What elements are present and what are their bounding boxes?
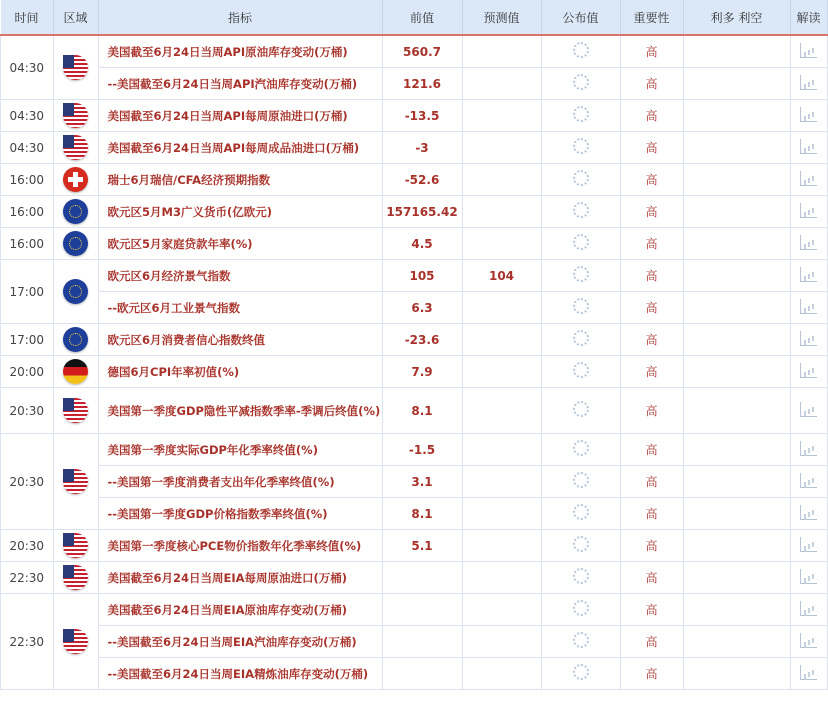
importance-value: 高 [620, 594, 683, 626]
bull-bear-cell [683, 35, 790, 68]
forecast-value [462, 35, 541, 68]
event-time: 04:30 [1, 100, 54, 132]
event-time: 17:00 [1, 324, 54, 356]
bull-bear-cell [683, 466, 790, 498]
chart-icon [800, 267, 817, 282]
indicator-link[interactable]: 美国第一季度GDP隐性平减指数季率-季调后终值(%) [98, 388, 382, 434]
chart-icon [800, 331, 817, 346]
forecast-value [462, 228, 541, 260]
chart-icon [800, 235, 817, 250]
actual-value [541, 196, 620, 228]
actual-value [541, 324, 620, 356]
importance-value: 高 [620, 530, 683, 562]
event-time: 16:00 [1, 164, 54, 196]
previous-value: -13.5 [382, 100, 462, 132]
indicator-link[interactable]: 美国截至6月24日当周EIA原油库存变动(万桶) [98, 594, 382, 626]
importance-value: 高 [620, 658, 683, 690]
chart-icon [800, 505, 817, 520]
actual-value [541, 132, 620, 164]
bull-bear-cell [683, 498, 790, 530]
forecast-value [462, 132, 541, 164]
previous-value [382, 658, 462, 690]
event-time: 22:30 [1, 562, 54, 594]
loading-spinner-icon [573, 106, 589, 122]
analysis-button[interactable] [790, 164, 827, 196]
forecast-value [462, 466, 541, 498]
indicator-link[interactable]: 美国截至6月24日当周API每周原油进口(万桶) [98, 100, 382, 132]
analysis-button[interactable] [790, 228, 827, 260]
importance-value: 高 [620, 68, 683, 100]
table-row [1, 260, 828, 292]
event-time: 16:00 [1, 196, 54, 228]
loading-spinner-icon [573, 536, 589, 552]
forecast-value [462, 68, 541, 100]
table-row [1, 434, 828, 466]
chart-icon [800, 107, 817, 122]
actual-value [541, 68, 620, 100]
analysis-button[interactable] [790, 35, 827, 68]
bull-bear-cell [683, 228, 790, 260]
table-row [1, 324, 828, 356]
analysis-button[interactable] [790, 562, 827, 594]
germany-flag-icon [63, 359, 88, 384]
importance-value: 高 [620, 498, 683, 530]
previous-value: -52.6 [382, 164, 462, 196]
forecast-value [462, 434, 541, 466]
chart-icon [800, 43, 817, 58]
chart-icon [800, 203, 817, 218]
analysis-button[interactable] [790, 530, 827, 562]
previous-value [382, 562, 462, 594]
chart-icon [800, 75, 817, 90]
region-cell [53, 530, 98, 562]
table-row [1, 388, 828, 434]
analysis-button[interactable] [790, 594, 827, 626]
importance-value: 高 [620, 260, 683, 292]
actual-value [541, 562, 620, 594]
chart-icon [800, 633, 817, 648]
table-row [1, 35, 828, 68]
previous-value: 4.5 [382, 228, 462, 260]
indicator-link[interactable]: --美国第一季度GDP价格指数季率终值(%) [98, 498, 382, 530]
indicator-link[interactable]: 美国截至6月24日当周EIA每周原油进口(万桶) [98, 562, 382, 594]
loading-spinner-icon [573, 138, 589, 154]
region-cell [53, 228, 98, 260]
region-cell [53, 35, 98, 100]
previous-value: 5.1 [382, 530, 462, 562]
previous-value: -1.5 [382, 434, 462, 466]
actual-value [541, 35, 620, 68]
loading-spinner-icon [573, 42, 589, 58]
importance-value: 高 [620, 100, 683, 132]
header-time: 时间 [1, 0, 54, 35]
chart-icon [800, 665, 817, 680]
loading-spinner-icon [573, 266, 589, 282]
actual-value [541, 356, 620, 388]
bull-bear-cell [683, 658, 790, 690]
loading-spinner-icon [573, 170, 589, 186]
indicator-link[interactable]: --美国第一季度消费者支出年化季率终值(%) [98, 466, 382, 498]
importance-value: 高 [620, 626, 683, 658]
bull-bear-cell [683, 100, 790, 132]
chart-icon [800, 139, 817, 154]
event-time: 20:30 [1, 530, 54, 562]
chart-icon [800, 441, 817, 456]
loading-spinner-icon [573, 202, 589, 218]
chart-icon [800, 569, 817, 584]
forecast-value [462, 658, 541, 690]
forecast-value [462, 100, 541, 132]
region-cell [53, 388, 98, 434]
event-time: 22:30 [1, 594, 54, 690]
table-row [1, 658, 828, 690]
header-region: 区域 [53, 0, 98, 35]
loading-spinner-icon [573, 504, 589, 520]
bull-bear-cell [683, 292, 790, 324]
region-cell [53, 100, 98, 132]
forecast-value [462, 324, 541, 356]
us-flag-icon [63, 398, 88, 423]
forecast-value: 104 [462, 260, 541, 292]
bull-bear-cell [683, 388, 790, 434]
previous-value: 157165.42 [382, 196, 462, 228]
importance-value: 高 [620, 434, 683, 466]
loading-spinner-icon [573, 664, 589, 680]
previous-value: 3.1 [382, 466, 462, 498]
importance-value: 高 [620, 388, 683, 434]
previous-value: -3 [382, 132, 462, 164]
table-row [1, 100, 828, 132]
forecast-value [462, 164, 541, 196]
previous-value: 121.6 [382, 68, 462, 100]
bull-bear-cell [683, 260, 790, 292]
us-flag-icon [63, 135, 88, 160]
event-time: 17:00 [1, 260, 54, 324]
event-time: 20:00 [1, 356, 54, 388]
table-row [1, 68, 828, 100]
header-actual: 公布值 [541, 0, 620, 35]
region-cell [53, 196, 98, 228]
analysis-button[interactable] [790, 434, 827, 466]
region-cell [53, 164, 98, 196]
table-row [1, 498, 828, 530]
loading-spinner-icon [573, 362, 589, 378]
bull-bear-cell [683, 434, 790, 466]
previous-value: 560.7 [382, 35, 462, 68]
analysis-button[interactable] [790, 100, 827, 132]
loading-spinner-icon [573, 632, 589, 648]
previous-value: 8.1 [382, 388, 462, 434]
indicator-link[interactable]: 美国截至6月24日当周API原油库存变动(万桶) [98, 35, 382, 68]
importance-value: 高 [620, 35, 683, 68]
forecast-value [462, 292, 541, 324]
forecast-value [462, 562, 541, 594]
analysis-button[interactable] [790, 324, 827, 356]
actual-value [541, 498, 620, 530]
eu-flag-icon [63, 231, 88, 256]
loading-spinner-icon [573, 298, 589, 314]
analysis-button[interactable] [790, 466, 827, 498]
table-row [1, 292, 828, 324]
analysis-button[interactable] [790, 356, 827, 388]
event-time: 20:30 [1, 388, 54, 434]
indicator-link[interactable]: --美国截至6月24日当周EIA精炼油库存变动(万桶) [98, 658, 382, 690]
bull-bear-cell [683, 68, 790, 100]
event-time: 04:30 [1, 35, 54, 100]
analysis-button[interactable] [790, 658, 827, 690]
region-cell [53, 434, 98, 530]
indicator-link[interactable]: 欧元区6月经济景气指数 [98, 260, 382, 292]
header-bull-bear: 利多 利空 [683, 0, 790, 35]
us-flag-icon [63, 565, 88, 590]
actual-value [541, 466, 620, 498]
loading-spinner-icon [573, 330, 589, 346]
region-cell [53, 324, 98, 356]
indicator-link[interactable]: 瑞士6月瑞信/CFA经济预期指数 [98, 164, 382, 196]
previous-value [382, 626, 462, 658]
chart-icon [800, 402, 817, 417]
actual-value [541, 260, 620, 292]
analysis-button[interactable] [790, 132, 827, 164]
loading-spinner-icon [573, 472, 589, 488]
bull-bear-cell [683, 132, 790, 164]
forecast-value [462, 498, 541, 530]
event-time: 04:30 [1, 132, 54, 164]
eu-flag-icon [63, 327, 88, 352]
indicator-link[interactable]: 欧元区5月M3广义货币(亿欧元) [98, 196, 382, 228]
analysis-button[interactable] [790, 292, 827, 324]
bull-bear-cell [683, 164, 790, 196]
eu-flag-icon [63, 199, 88, 224]
previous-value [382, 594, 462, 626]
actual-value [541, 228, 620, 260]
table-row [1, 164, 828, 196]
actual-value [541, 434, 620, 466]
loading-spinner-icon [573, 568, 589, 584]
us-flag-icon [63, 533, 88, 558]
chart-icon [800, 299, 817, 314]
bull-bear-cell [683, 562, 790, 594]
importance-value: 高 [620, 292, 683, 324]
region-cell [53, 132, 98, 164]
us-flag-icon [63, 469, 88, 494]
forecast-value [462, 530, 541, 562]
actual-value [541, 658, 620, 690]
indicator-link[interactable]: 美国截至6月24日当周API每周成品油进口(万桶) [98, 132, 382, 164]
header-importance: 重要性 [620, 0, 683, 35]
importance-value: 高 [620, 356, 683, 388]
analysis-button[interactable] [790, 68, 827, 100]
chart-icon [800, 537, 817, 552]
importance-value: 高 [620, 324, 683, 356]
bull-bear-cell [683, 626, 790, 658]
importance-value: 高 [620, 466, 683, 498]
region-cell [53, 260, 98, 324]
previous-value: 8.1 [382, 498, 462, 530]
table-row [1, 196, 828, 228]
table-row [1, 228, 828, 260]
indicator-link[interactable]: 德国6月CPI年率初值(%) [98, 356, 382, 388]
table-row [1, 594, 828, 626]
region-cell [53, 356, 98, 388]
header-indicator: 指标 [98, 0, 382, 35]
indicator-link[interactable]: 美国第一季度核心PCE物价指数年化季率终值(%) [98, 530, 382, 562]
previous-value: 6.3 [382, 292, 462, 324]
previous-value: 7.9 [382, 356, 462, 388]
switzerland-flag-icon [63, 167, 88, 192]
bull-bear-cell [683, 594, 790, 626]
bull-bear-cell [683, 356, 790, 388]
loading-spinner-icon [573, 600, 589, 616]
indicator-link[interactable]: --欧元区6月工业景气指数 [98, 292, 382, 324]
actual-value [541, 530, 620, 562]
table-row [1, 466, 828, 498]
region-cell [53, 594, 98, 690]
table-row [1, 530, 828, 562]
eu-flag-icon [63, 279, 88, 304]
event-time: 20:30 [1, 434, 54, 530]
header-previous: 前值 [382, 0, 462, 35]
header-analysis: 解读 [790, 0, 827, 35]
actual-value [541, 100, 620, 132]
bull-bear-cell [683, 196, 790, 228]
previous-value: 105 [382, 260, 462, 292]
loading-spinner-icon [573, 440, 589, 456]
bull-bear-cell [683, 324, 790, 356]
actual-value [541, 388, 620, 434]
us-flag-icon [63, 55, 88, 80]
chart-icon [800, 171, 817, 186]
importance-value: 高 [620, 228, 683, 260]
forecast-value [462, 594, 541, 626]
importance-value: 高 [620, 562, 683, 594]
indicator-link[interactable]: --美国截至6月24日当周API汽油库存变动(万桶) [98, 68, 382, 100]
table-row [1, 562, 828, 594]
indicator-link[interactable]: 欧元区6月消费者信心指数终值 [98, 324, 382, 356]
loading-spinner-icon [573, 234, 589, 250]
importance-value: 高 [620, 132, 683, 164]
indicator-link[interactable]: --美国截至6月24日当周EIA汽油库存变动(万桶) [98, 626, 382, 658]
indicator-link[interactable]: 欧元区5月家庭贷款年率(%) [98, 228, 382, 260]
analysis-button[interactable] [790, 260, 827, 292]
actual-value [541, 292, 620, 324]
analysis-button[interactable] [790, 626, 827, 658]
header-forecast: 预测值 [462, 0, 541, 35]
forecast-value [462, 356, 541, 388]
us-flag-icon [63, 629, 88, 654]
importance-value: 高 [620, 164, 683, 196]
analysis-button[interactable] [790, 196, 827, 228]
us-flag-icon [63, 103, 88, 128]
importance-value: 高 [620, 196, 683, 228]
loading-spinner-icon [573, 401, 589, 417]
actual-value [541, 594, 620, 626]
table-row [1, 626, 828, 658]
loading-spinner-icon [573, 74, 589, 90]
region-cell [53, 562, 98, 594]
forecast-value [462, 388, 541, 434]
analysis-button[interactable] [790, 498, 827, 530]
actual-value [541, 164, 620, 196]
previous-value: -23.6 [382, 324, 462, 356]
analysis-button[interactable] [790, 388, 827, 434]
forecast-value [462, 196, 541, 228]
table-row [1, 132, 828, 164]
chart-icon [800, 473, 817, 488]
event-time: 16:00 [1, 228, 54, 260]
indicator-link[interactable]: 美国第一季度实际GDP年化季率终值(%) [98, 434, 382, 466]
chart-icon [800, 601, 817, 616]
forecast-value [462, 626, 541, 658]
table-row [1, 356, 828, 388]
bull-bear-cell [683, 530, 790, 562]
table-header [1, 0, 828, 35]
actual-value [541, 626, 620, 658]
chart-icon [800, 363, 817, 378]
